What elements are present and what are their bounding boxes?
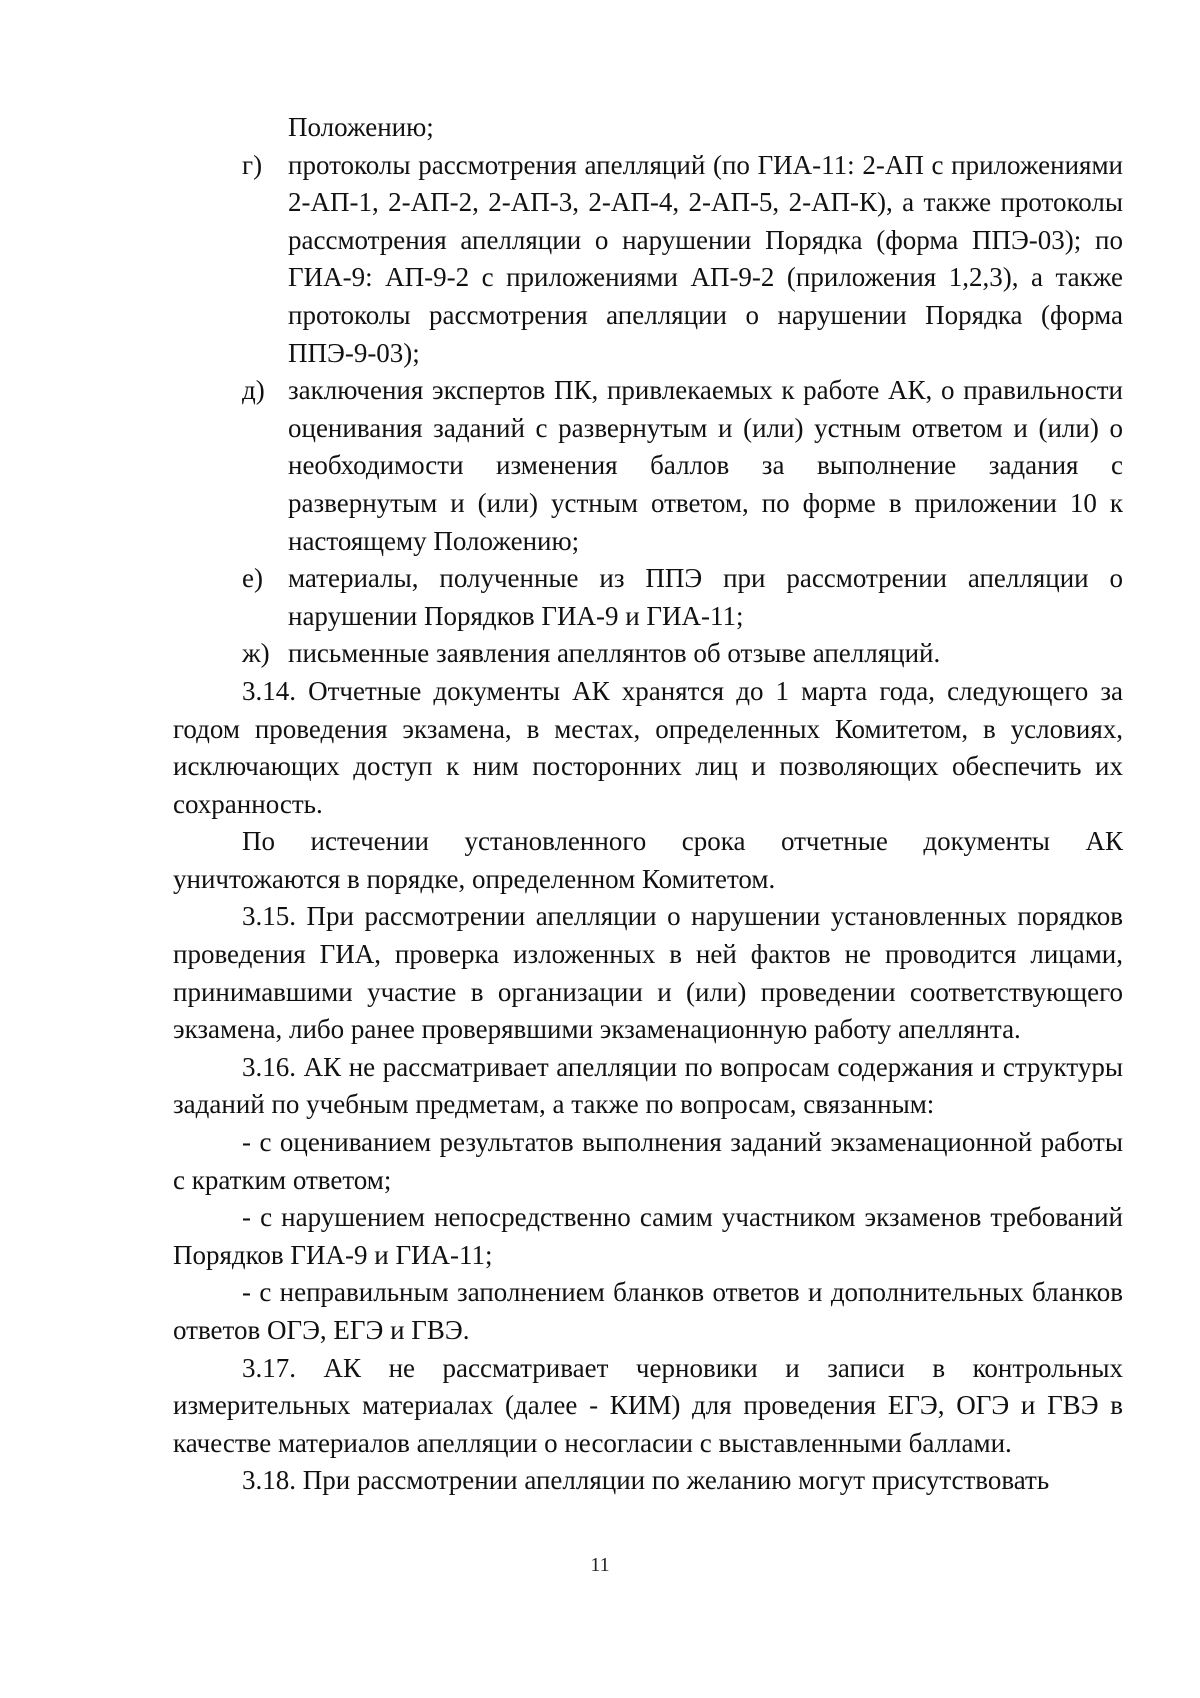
list-item-text: материалы, полученные из ППЭ при рассмотрении апелляции о нарушении Порядков ГИА-9 и ГИА-11; (288, 563, 1123, 631)
list-item-text: заключения экспертов ПК, привлекаемых к работе АК, о правильности оценивания заданий с развернутым и (или) устным ответом и (или) о необходимости изменения баллов за выполнение задания с развернутым и (или) устным ответом, по форме в приложении 10 к настоящему Положению; (288, 375, 1123, 556)
paragraph-dash-short-answer: - с оцениванием результатов выполнения заданий экзаменационной работы с кратким ответом; (173, 1127, 1123, 1195)
list-item-e (173, 560, 1123, 635)
list-item-zh (173, 635, 1123, 673)
list-marker: д) (242, 375, 265, 406)
list-item-d (173, 372, 1123, 560)
paragraph-3-14: 3.14. Отчетные документы АК хранятся до 1 марта года, следующего за годом проведения экзамена, в местах, определенных Комитетом, в условиях, исключающих доступ к ним посторонних лиц и позволяющих обеспечить их сохранность. (173, 675, 1123, 819)
paragraph-3-17: 3.17. АК не рассматривает черновики и записи в контрольных измерительных материалах (далее - КИМ) для проведения ЕГЭ, ОГЭ и ГВЭ в качестве материалов апелляции о несогласии с выставленными баллами. (173, 1352, 1123, 1458)
continuation-line: Положению; (288, 112, 434, 142)
paragraph-3-18: 3.18. При рассмотрении апелляции по желанию могут присутствовать (242, 1465, 1050, 1496)
page-number: 11 (590, 1554, 610, 1576)
list-item-text: протоколы рассмотрения апелляций (по ГИА-11: 2-АП с приложениями 2-АП-1, 2-АП-2, 2-АП-3, 2-АП-4, 2-АП-5, 2-АП-К), а также протоколы рассмотрения апелляции о нарушении Порядка (форма ППЭ-03); по ГИА-9: АП-9-2 с приложениями АП-9-2 (приложения 1,2,3), а также протоколы рассмотрения апелляции о нарушении Порядка (форма ППЭ-9-03); (288, 149, 1123, 368)
document-body (173, 109, 1123, 1500)
list-marker: е) (242, 563, 263, 594)
paragraph-dash-violation: - с нарушением непосредственно самим участником экзаменов требований Порядков ГИА-9 и ГИА-11; (173, 1202, 1123, 1270)
paragraph-destruction: По истечении установленного срока отчетные документы АК уничтожаются в порядке, определенном Комитетом. (173, 826, 1123, 894)
list-item-g (173, 147, 1123, 373)
list-item-text: письменные заявления апеллянтов об отзыве апелляций. (288, 638, 941, 669)
list-marker: г) (242, 149, 263, 180)
paragraph-3-16: 3.16. АК не рассматривает апелляции по вопросам содержания и структуры заданий по учебным предметам, а также по вопросам, связанным: (173, 1051, 1123, 1120)
paragraph-dash-blanks: - с неправильным заполнением бланков ответов и дополнительных бланков ответов ОГЭ, ЕГЭ и ГВЭ. (173, 1277, 1123, 1345)
list-marker: ж) (242, 638, 270, 669)
paragraph-3-15: 3.15. При рассмотрении апелляции о нарушении установленных порядков проведения ГИА, проверка изложенных в ней фактов не проводится лицами, принимавшими участие в организации и (или) проведении соответствующего экзамена, либо ранее проверявшими экзаменационную работу апеллянта. (173, 901, 1123, 1045)
